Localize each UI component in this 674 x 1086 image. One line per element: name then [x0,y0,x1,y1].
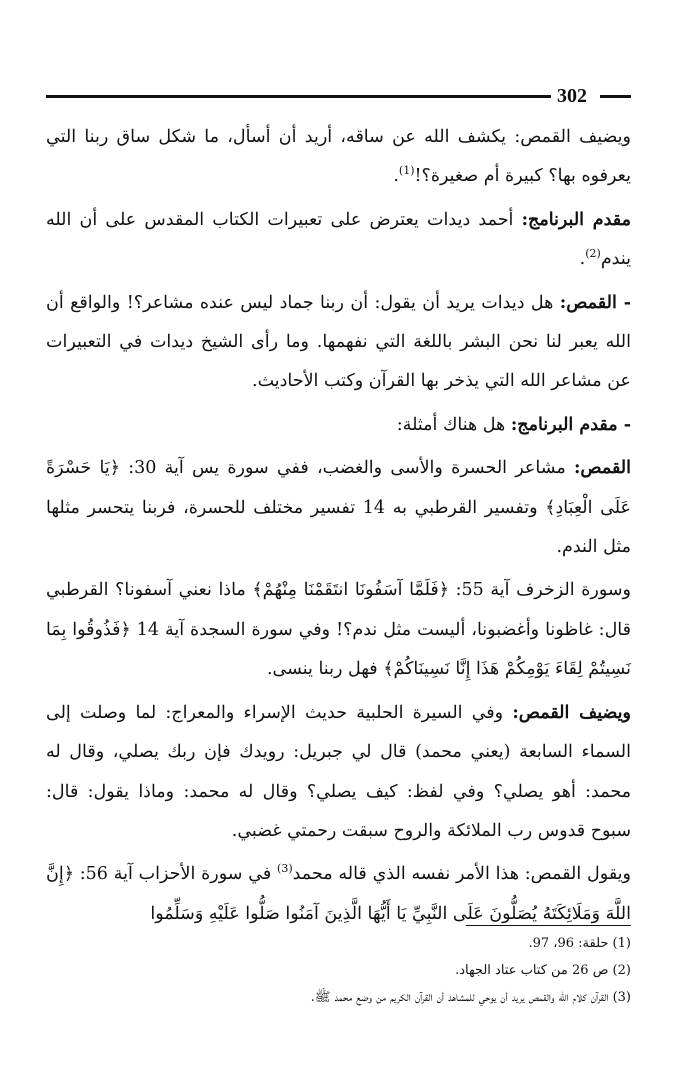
header-rule-short [600,95,631,98]
footnote: (1) حلقة: 96، 97. [528,936,631,951]
page-header [46,84,631,108]
paragraph [46,406,631,445]
footnote: (2) ص 26 من كتاب عتاد الجهاد. [455,963,631,978]
footnote: (3) القرآن كلام الله والقمص يريد أن يوحي للمشاهد أن القرآن الكريم من وضع محمد ﷺ. [310,990,631,1005]
footnote-ref[interactable]: (1) [398,164,415,178]
footnote-separator [466,925,631,926]
body-text [46,118,631,938]
paragraph-text: هل هناك أمثلة: [396,414,511,435]
paragraph-tail: في سورة الأحزاب آية 56: ﴿إِنَّ اللَّهَ وَمَلَائِكَتَهُ يُصَلُّونَ عَلَى النَّبِيِّ يَا أَيُّهَا الَّذِينَ آمَنُوا صَلُّوا عَلَيْهِ وَسَلِّمُوا [46,864,631,924]
paragraph-text: هل ديدات يريد أن يقول: أن ربنا جماد ليس عنده مشاعر؟! والواقع أن الله يعبر لنا نحن البشر باللغة التي نفهمها. وما رأى الشيخ ديدات في التعبيرات عن مشاعر الله التي يذخر بها القرآن وكتب الأحاديث. [46,292,631,392]
footnote-ref[interactable]: (3) [277,862,293,876]
header-rule [46,95,551,98]
paragraph-text: مشاعر الحسرة والأسى والغضب، ففي سورة يس آية 30: ﴿يَا حَسْرَةً عَلَى الْعِبَادِ﴾ وتفسير القرطبي به 14 تفسير مختلف للحسرة، فربنا يتحسر مثلها مثل الندم. [46,458,631,558]
paragraph [46,855,631,934]
speaker-label: - مقدم البرنامج: [510,414,631,435]
paragraph-text: ويضيف القمص: يكشف الله عن ساقه، أريد أن أسأل، ما شكل ساق ربنا التي يعرفوه بها؟ كبيرة أم صغيرة؟! [46,127,631,187]
speaker-label: القمص: [573,458,632,479]
paragraph-tail: . [579,249,586,270]
paragraph [46,201,631,280]
speaker-label: - القمص: [559,292,631,313]
footnote-ref[interactable]: (2) [585,247,601,261]
page-number: 302 [557,85,587,107]
paragraph [46,284,631,402]
paragraph-text: أحمد ديدات يعترض على تعبيرات الكتاب المقدس على أن الله يندم [46,209,631,270]
paragraph-tail: . [393,166,399,187]
paragraph [46,449,631,567]
speaker-label: ويضيف القمص: [512,702,631,723]
paragraph-text: وسورة الزخرف آية 55: ﴿فَلَمَّا آسَفُونَا انتَقَمْنَا مِنْهُمْ﴾ ماذا نعني آسفونا؟ القرطبي قال: غاظونا وأغضبونا، أليست مثل ندم؟! وفي سورة السجدة آية 14 ﴿فَذُوقُوا بِمَا نَسِيتُمْ لِقَاءَ يَوْمِكُمْ هَذَا إِنَّا نَسِينَاكُمْ﴾ فهل ربنا ينسى. [46,580,632,680]
speaker-label: مقدم البرنامج: [521,209,631,230]
footnotes [46,930,631,1011]
paragraph [46,118,631,197]
paragraph-text: وفي السيرة الحلبية حديث الإسراء والمعراج: لما وصلت إلى السماء السابعة (يعني محمد) قال لي جبريل: رويدك فإن ربك يصلي، وقال له محمد: أهو يصلي؟ وفي لفظ: كيف يصلي؟ وقال له محمد: وماذا يقول: قال: سبوح قدوس رب الملائكة والروح سبقت رحمتي غضبي. [46,702,631,841]
paragraph-text: ويقول القمص: هذا الأمر نفسه الذي قاله محمد [292,864,631,885]
paragraph [46,571,631,689]
paragraph [46,694,631,852]
